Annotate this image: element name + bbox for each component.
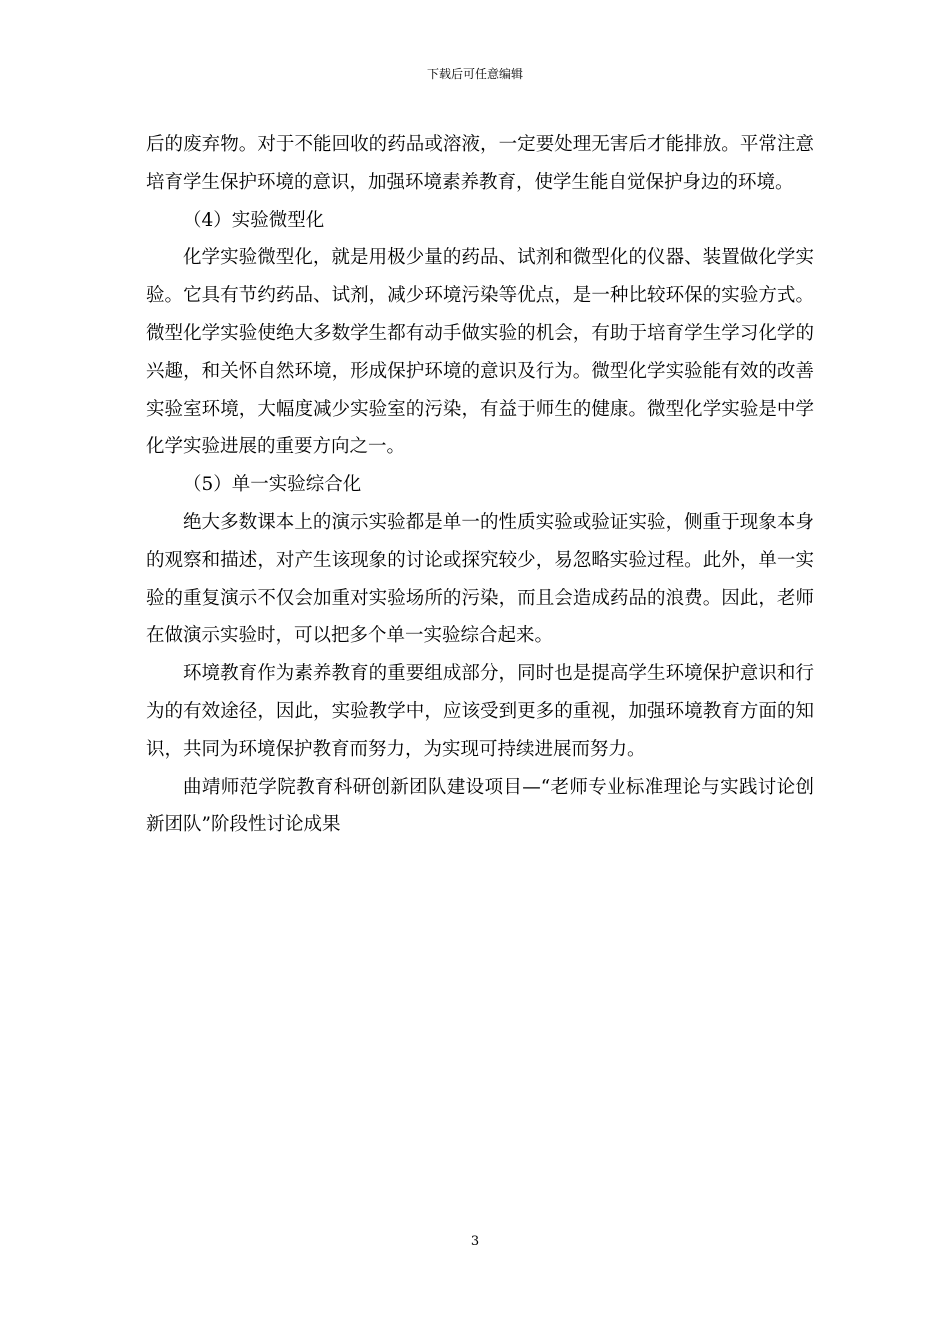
section-heading-4: （4）实验微型化 xyxy=(183,209,325,231)
paragraph-continuation: 后的废弃物。对于不能回收的药品或溶液，一定要处理无害后才能排放。平常注意培育学生保护环境的意识，加强环境素养教育，使学生能自觉保护身边的环境。 xyxy=(146,134,814,193)
paragraph-single-experiment: 绝大多数课本上的演示实验都是单一的性质实验或验证实验，侧重于现象本身的观察和描述，对产生该现象的讨论或探究较少，易忽略实验过程。此外，单一实验的重复演示不仅会加重对实验场所的污染，而且会造成药品的浪费。因此，老师在做演示实验时，可以把多个单一实验综合起来。 xyxy=(146,511,814,647)
page-header: 下载后可任意编辑 xyxy=(426,67,523,81)
paragraph-project-note: 曲靖师范学院教育科研创新团队建设项目—“老师专业标准理论与实践讨论创新团队”阶段性讨论成果 xyxy=(146,776,814,836)
page-number: 3 xyxy=(470,1234,480,1249)
document-body xyxy=(146,126,814,844)
paragraph-environmental-education: 环境教育作为素养教育的重要组成部分，同时也是提高学生环境保护意识和行为的有效途径，因此，实验教学中，应该受到更多的重视，加强环境教育方面的知识，共同为环境保护教育而努力，为实现可持续进展而努力。 xyxy=(146,663,814,760)
section-heading-5: （5）单一实验综合化 xyxy=(183,474,362,496)
paragraph-microscale-experiment: 化学实验微型化，就是用极少量的药品、试剂和微型化的仪器、装置做化学实验。它具有节约药品、试剂，减少环境污染等优点，是一种比较环保的实验方式。微型化学实验使绝大多数学生都有动手做实验的机会，有助于培育学生学习化学的兴趣，和关怀自然环境，形成保护环境的意识及行为。微型化学实验能有效的改善实验室环境，大幅度减少实验室的污染，有益于师生的健康。微型化学实验是中学化学实验进展的重要方向之一。 xyxy=(146,247,814,458)
